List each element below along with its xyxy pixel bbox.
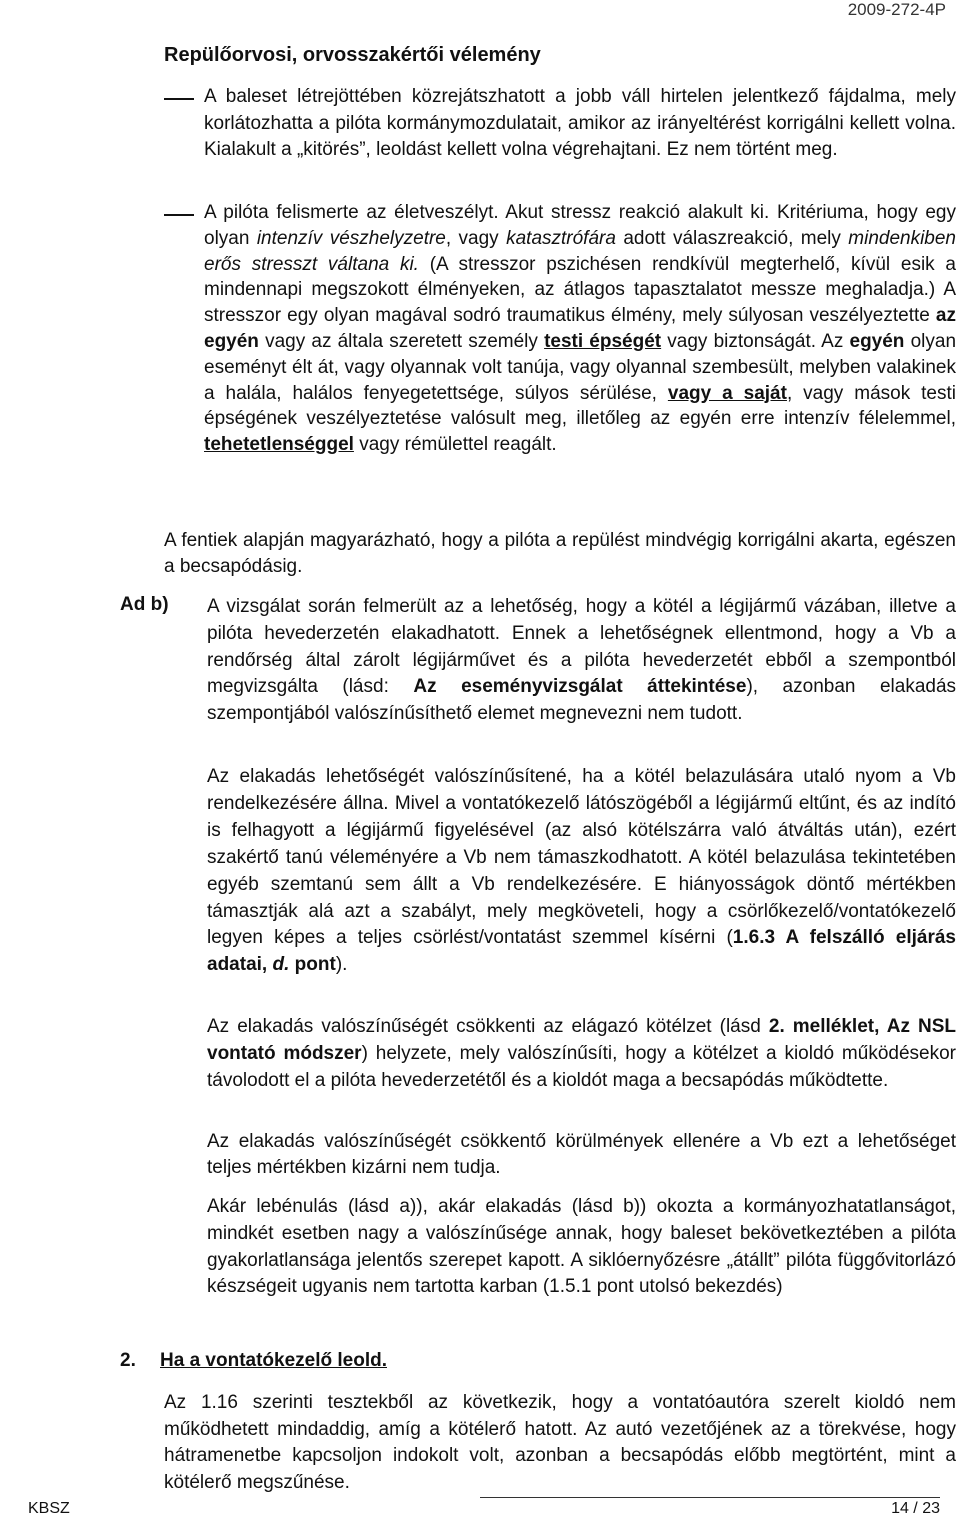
item-label: Ad b) [120, 594, 169, 615]
paragraph-section-2: Az 1.16 szerinti tesztekből az következik, hogy a vontatóautóra szerelt kioldó nem működhetett mindaddig, amíg a kötélerő hatott. Az autó vezetőjének az a törekvése, hogy hátramenetbe kapcsoljon indokolt volt, azonban a becsapódás előbb megtörtént, mint a kötélerő megszűnése. [164, 1392, 956, 1493]
paragraph-adb-1: A vizsgálat során felmerült az a lehetőség, hogy a kötél a légijármű vázában, illetve a pilóta hevederzetén elakadhatott. Ennek a lehetőségnek ellentmond, hogy a Vb a rendőrség által zárolt légijárművet és a pilóta hevederzetét ebből a szempontból megvizsgálta (lásd: Az eseményvizsgálat áttekintése), azonban elakadás szempontjából valószínűsíthető elemet megnevezni nem tudott. [207, 596, 957, 725]
paragraph-conclusion: A fentiek alapján magyarázható, hogy a pilóta a repülést mindvégig korrigálni akarta, egészen a becsapódásig. [164, 530, 956, 577]
section-number: 2. [120, 1350, 136, 1371]
paragraph-bullet-2: A pilóta felismerte az életveszélyt. Akut stressz reakció alakult ki. Kritériuma, hogy egy olyan intenzív vészhelyzetre, vagy katasztrófára adott válaszreakció, mely mindenkiben erős stresszt váltana ki. (A stresszor pszichésen rendkívül megterhelő, kívül esik a mindennapi megszokott élményeken, az átlagos tapasztalatot messze meghaladja.) A stresszor egy olyan magával sodró traumatikus élmény, mely súlyosan veszélyeztette az egyén vagy az általa szeretett személy testi épségét vagy biztonságát. Az egyén olyan eseményt élt át, vagy olyannak volt tanúja, vagy olyannal szembesült, melyben valakinek a halála, halálos fenyegetettsége, súlyos sérülése, vagy a saját, vagy mások testi épségének veszélyeztetése valósult meg, illetőleg az egyén erre intenzív félelemmel, tehetetlenséggel vagy rémülettel reagált. [204, 202, 957, 456]
paragraph-adb-5: Akár lebénulás (lásd a)), akár elakadás (lásd b)) okozta a kormányozhatatlanságot, mindkét esetben nagy a valószínűsége annak, hogy baleset bekövetkeztében a pilóta gyakorlatlansága jelentős szerepet kapott. A siklóernyőzésre „átállt” pilóta függővitorlázó készségeit ugyanis nem tartotta karban (1.5.1 pont utolsó bekezdés) [207, 1196, 956, 1298]
document-id: 2009-272-4P [847, 0, 946, 19]
footer-divider [480, 1497, 940, 1498]
section-heading: Repülőorvosi, orvosszakértői vélemény [164, 44, 541, 66]
paragraph-adb-2: Az elakadás lehetőségét valószínűsítené, ha a kötél belazulására utaló nyom a Vb rendelkezésére állna. Mivel a vontatókezelő látószögéből a légijármű eltűnt, és az indító is felhagyott a légijármű figyelésével (az alsó kötélszárra való átváltás után), ezért szakértő tanú véleményére a Vb nem támaszkodhatott. A kötél belazulása tekintetében egyéb szemtanú sem állt a Vb rendelkezésére. E hiányosságok döntő mértékben támasztják alá azt a szabályt, mely megköveteli, hogy a csörlőkezelő/vontatókezelő legyen képes a teljes csörlést/vontatást szemmel kísérni (1.6.3 A felszálló eljárás adatai, d. pont). [207, 766, 956, 976]
footer-org: KBSZ [28, 1500, 70, 1517]
bullet-dash [164, 98, 194, 100]
page-number: 14 / 23 [891, 1500, 940, 1517]
section-title: Ha a vontatókezelő leold. [160, 1350, 387, 1371]
paragraph-adb-3: Az elakadás valószínűségét csökkenti az elágazó kötélzet (lásd 2. melléklet, Az NSL vontató módszer) helyzete, mely valószínűsíti, hogy a kötélzet a kioldó működésekor távolodott el a pilóta hevederzetétől és a kioldót maga a becsapódás működtette. [207, 1016, 956, 1091]
paragraph-bullet-1: A baleset létrejöttében közrejátszhatott a jobb váll hirtelen jelentkező fájdalma, mely korlátozhatta a pilóta kormánymozdulatait, amikor az irányeltérést korrigálni kellett volna. Kialakult a „kitörés”, leoldást kellett volna végrehajtani. Ez nem történt meg. [204, 86, 956, 160]
paragraph-adb-4: Az elakadás valószínűségét csökkentő körülmények ellenére a Vb ezt a lehetőséget teljes mértékben kizárni nem tudja. [207, 1131, 956, 1178]
bullet-dash [164, 214, 194, 216]
